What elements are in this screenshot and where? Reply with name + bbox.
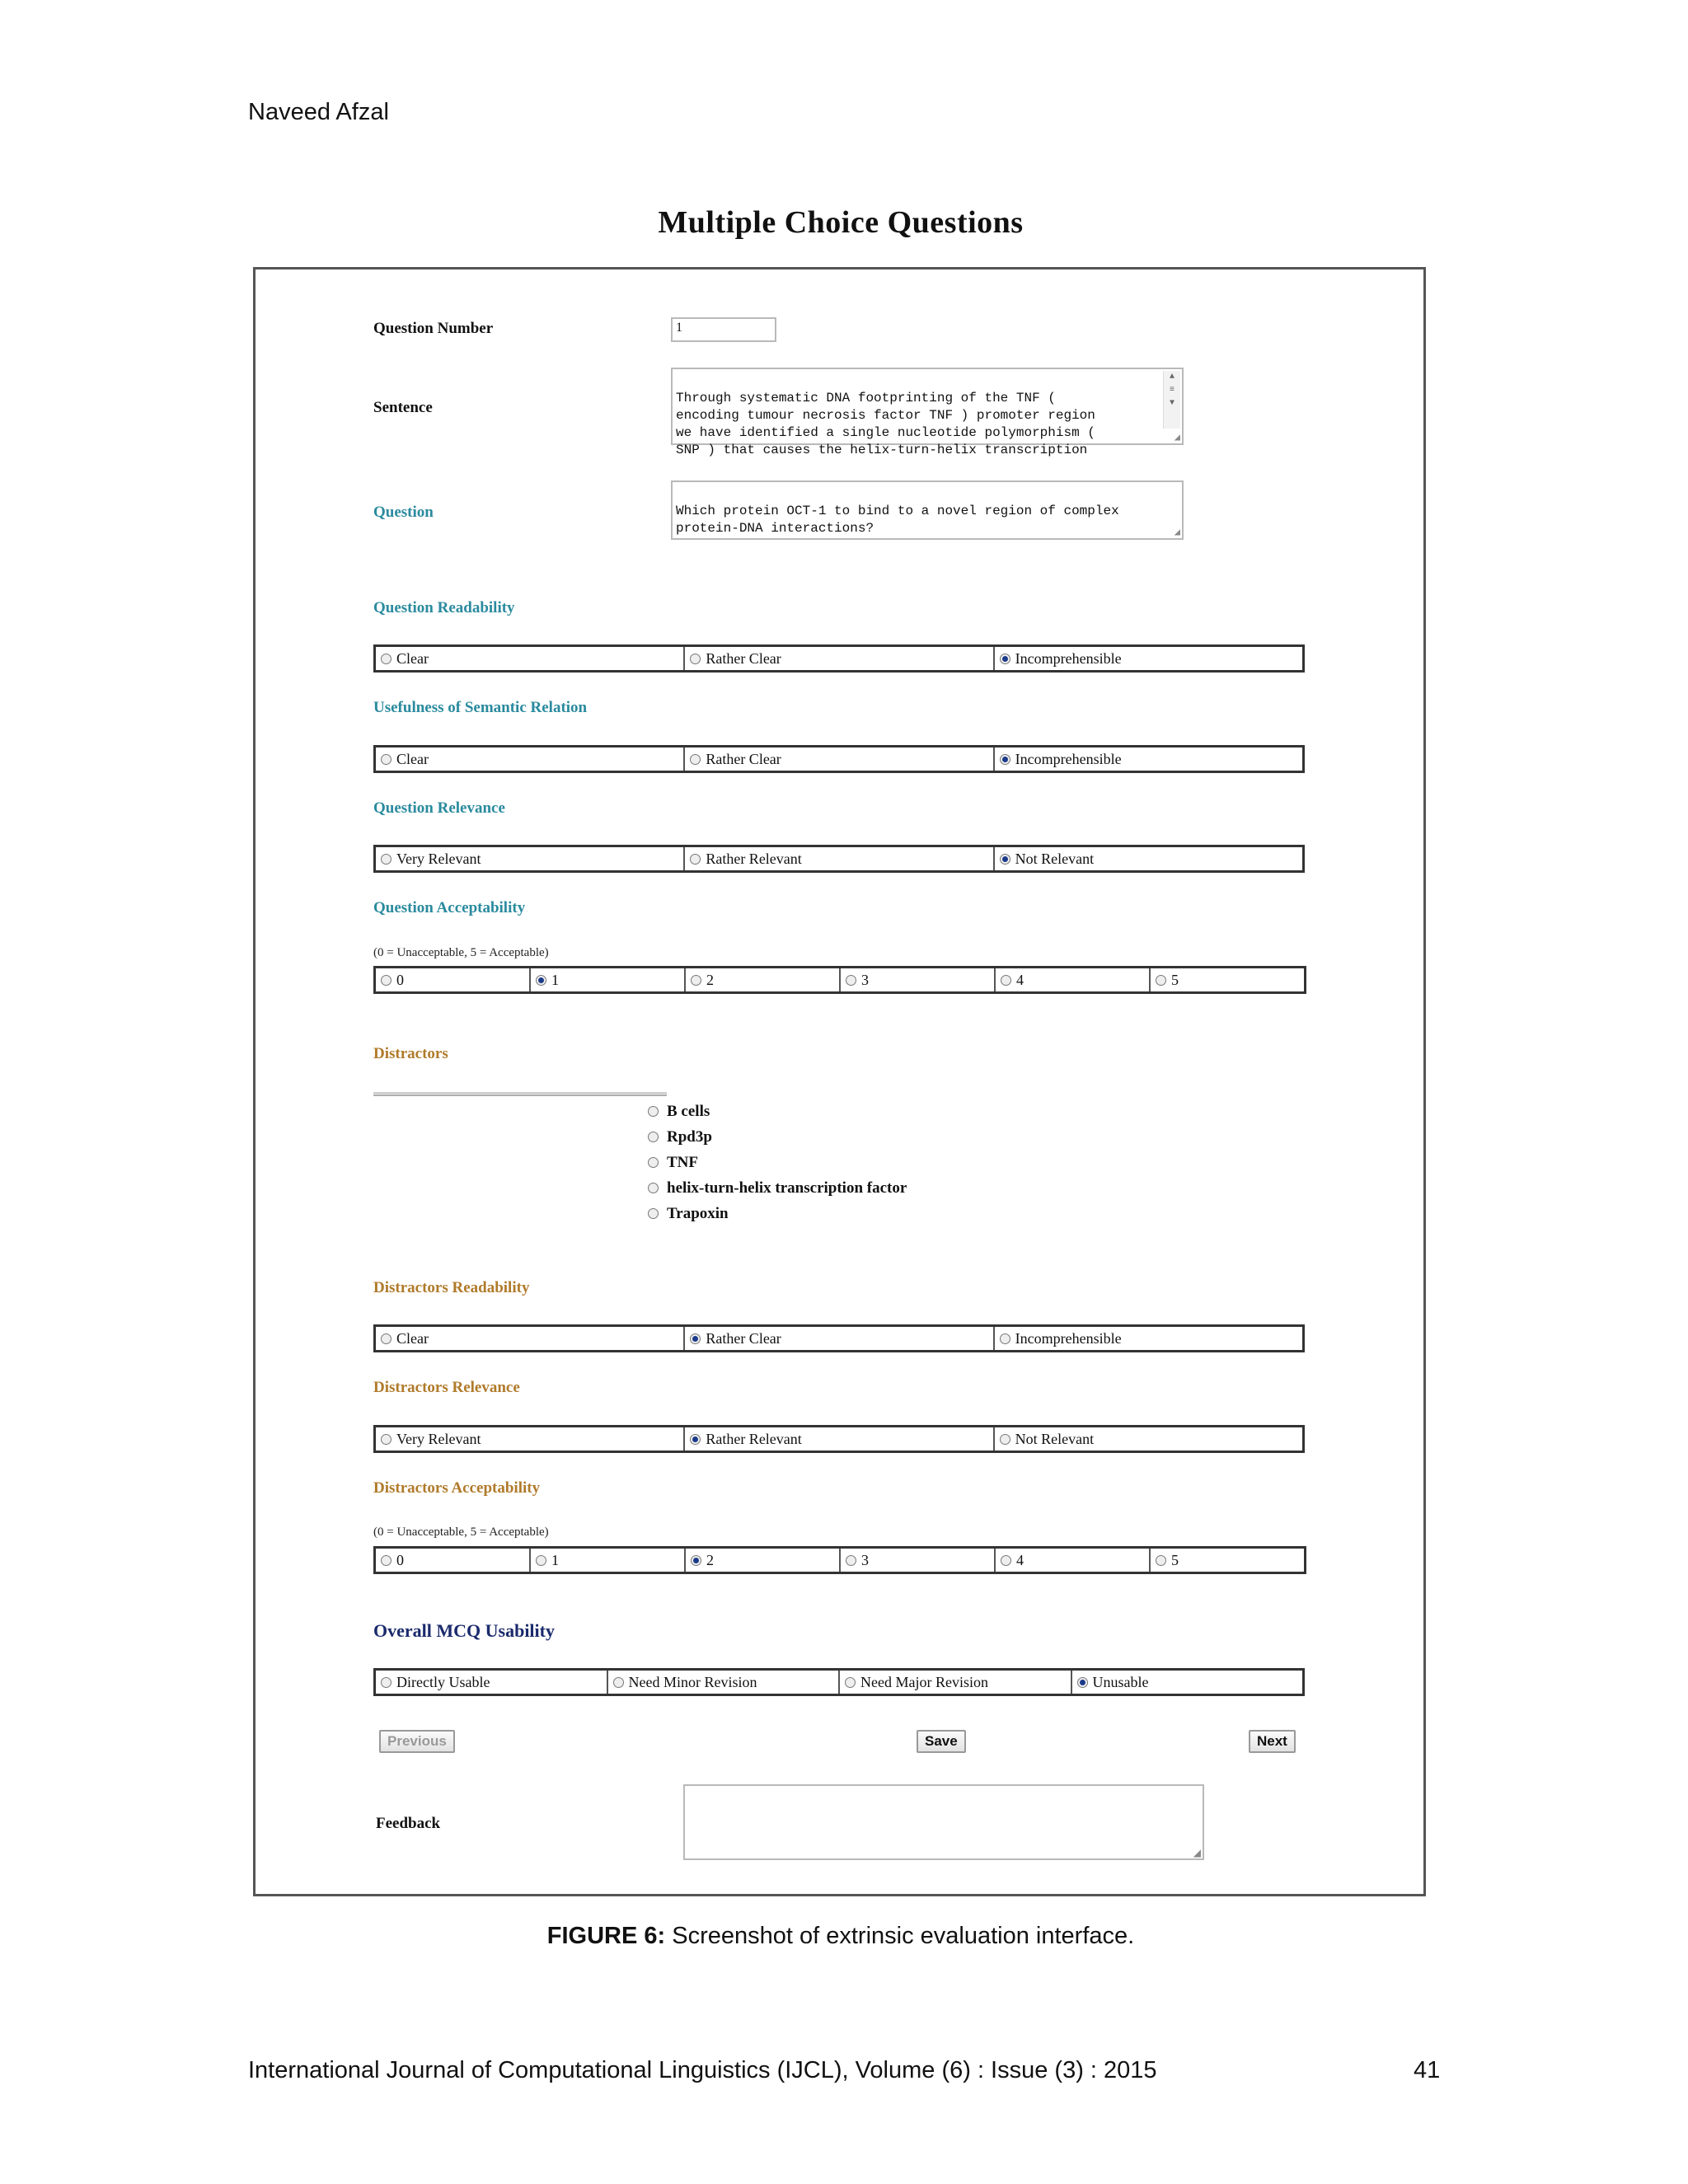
- footer-journal: International Journal of Computational Linguistics (IJCL), Volume (6) : Issue (3) : 2015: [248, 2057, 1157, 2083]
- radio-option-label: Rather Clear: [706, 649, 781, 667]
- running-header-author: Naveed Afzal: [248, 99, 389, 125]
- usefulness-label: Usefulness of Semantic Relation: [373, 699, 588, 716]
- radio-empty-icon[interactable]: [846, 975, 856, 986]
- radio-option[interactable]: [376, 1327, 685, 1350]
- radio-option-label: Rather Clear: [706, 750, 781, 767]
- overall-usability-label: Overall MCQ Usability: [373, 1620, 555, 1641]
- radio-option[interactable]: [685, 847, 994, 870]
- sentence-scrollbar[interactable]: [1163, 371, 1180, 429]
- radio-option-label: Rather Relevant: [706, 1430, 802, 1447]
- radio-option-label: 5: [1171, 971, 1179, 988]
- distractor-label: TNF: [667, 1153, 698, 1171]
- previous-button[interactable]: Previous: [379, 1730, 455, 1753]
- distractors-label: Distractors: [373, 1045, 448, 1062]
- resize-handle-icon[interactable]: ◢: [1174, 432, 1180, 443]
- distractors-separator: [373, 1092, 667, 1096]
- radio-option-label: Directly Usable: [396, 1673, 490, 1690]
- radio-option[interactable]: [996, 968, 1151, 991]
- distractor-option[interactable]: [648, 1175, 907, 1201]
- radio-option-label: Clear: [396, 750, 429, 767]
- radio-empty-icon[interactable]: [1000, 1434, 1010, 1445]
- radio-option[interactable]: [376, 1671, 608, 1694]
- distractor-option[interactable]: [648, 1150, 907, 1175]
- question-acceptability-label: Question Acceptability: [373, 899, 526, 916]
- radio-option-label: Incomprehensible: [1015, 649, 1122, 667]
- radio-empty-icon[interactable]: [691, 975, 701, 986]
- radio-empty-icon[interactable]: [1000, 1333, 1010, 1344]
- radio-empty-icon[interactable]: [613, 1677, 624, 1688]
- radio-option[interactable]: [685, 647, 994, 670]
- radio-option-label: 2: [706, 1551, 714, 1568]
- resize-handle-icon[interactable]: ◢: [1174, 527, 1180, 538]
- feedback-textarea[interactable]: [683, 1784, 1204, 1860]
- radio-empty-icon[interactable]: [381, 654, 392, 664]
- question-readability-label: Question Readability: [373, 599, 515, 616]
- radio-option-label: 4: [1016, 971, 1024, 988]
- radio-option[interactable]: [995, 1427, 1302, 1451]
- radio-option[interactable]: [685, 748, 994, 771]
- resize-handle-icon[interactable]: ◢: [1193, 1847, 1201, 1858]
- radio-option[interactable]: [376, 1427, 685, 1451]
- radio-selected-icon[interactable]: [1000, 654, 1010, 664]
- radio-option-label: 3: [861, 1551, 869, 1568]
- figure-caption: [0, 1923, 1681, 1950]
- radio-option-label: 1: [551, 971, 559, 988]
- sentence-text: Through systematic DNA footprinting of the TNF ( encoding tumour necrosis factor TNF ) promoter region we have identified a single nucleotide polymorphism ( SNP ) that causes the helix-turn-helix transcription: [676, 391, 1095, 457]
- radio-empty-icon[interactable]: [381, 1434, 392, 1445]
- radio-option[interactable]: [995, 1327, 1302, 1350]
- radio-option-label: Need Major Revision: [860, 1673, 988, 1690]
- radio-selected-icon[interactable]: [690, 1434, 701, 1445]
- radio-empty-icon[interactable]: [381, 1677, 392, 1688]
- distractor-label: helix-turn-helix transcription factor: [667, 1179, 907, 1197]
- radio-option[interactable]: [376, 748, 685, 771]
- radio-option[interactable]: [995, 647, 1302, 670]
- radio-empty-icon[interactable]: [381, 1333, 392, 1344]
- radio-option[interactable]: [531, 968, 686, 991]
- figure-caption-text: Screenshot of extrinsic evaluation interface.: [665, 1923, 1135, 1949]
- radio-selected-icon[interactable]: [1000, 854, 1010, 865]
- figure-caption-label: FIGURE 6:: [546, 1923, 666, 1949]
- radio-empty-icon[interactable]: [648, 1183, 659, 1193]
- distractor-label: Rpd3p: [667, 1127, 712, 1146]
- distractors-list: [648, 1099, 907, 1226]
- scroll-up-icon[interactable]: ▲: [1169, 373, 1175, 382]
- radio-option-label: 5: [1171, 1551, 1179, 1568]
- radio-option[interactable]: [995, 847, 1302, 870]
- radio-option[interactable]: [531, 1549, 686, 1572]
- radio-option-label: 3: [861, 971, 869, 988]
- distractors-readability-options: [373, 1324, 1305, 1352]
- radio-empty-icon[interactable]: [1001, 1555, 1011, 1566]
- question-relevance-options: [373, 845, 1305, 873]
- distractors-relevance-options: [373, 1425, 1305, 1453]
- distractor-option[interactable]: [648, 1124, 907, 1150]
- radio-empty-icon[interactable]: [536, 1555, 546, 1566]
- scroll-down-icon[interactable]: ▼: [1169, 399, 1175, 408]
- radio-option[interactable]: [841, 1549, 996, 1572]
- radio-empty-icon[interactable]: [648, 1106, 659, 1117]
- radio-option-label: Not Relevant: [1015, 1430, 1095, 1447]
- radio-empty-icon[interactable]: [648, 1132, 659, 1142]
- question-number-label: Question Number: [373, 320, 494, 337]
- next-button[interactable]: Next: [1249, 1730, 1296, 1753]
- figure-title: Multiple Choice Questions: [658, 205, 1024, 240]
- radio-option[interactable]: [840, 1671, 1072, 1694]
- radio-empty-icon[interactable]: [690, 654, 701, 664]
- radio-selected-icon[interactable]: [1000, 754, 1010, 765]
- question-acceptability-options: [373, 966, 1306, 994]
- radio-empty-icon[interactable]: [690, 754, 701, 765]
- radio-option-label: Incomprehensible: [1015, 750, 1122, 767]
- radio-option-label: Clear: [396, 1329, 429, 1347]
- radio-option[interactable]: [376, 968, 531, 991]
- radio-empty-icon[interactable]: [846, 1555, 856, 1566]
- radio-option[interactable]: [376, 847, 685, 870]
- radio-option[interactable]: [685, 1327, 994, 1350]
- radio-option[interactable]: [995, 748, 1302, 771]
- radio-empty-icon[interactable]: [845, 1677, 856, 1688]
- radio-option[interactable]: [685, 1427, 994, 1451]
- radio-selected-icon[interactable]: [1077, 1677, 1088, 1688]
- question-textarea[interactable]: [671, 480, 1184, 540]
- sentence-label: Sentence: [373, 399, 433, 416]
- radio-option-label: Rather Relevant: [706, 850, 802, 867]
- radio-option-label: Not Relevant: [1015, 850, 1095, 867]
- radio-empty-icon[interactable]: [648, 1157, 659, 1168]
- radio-option-label: Rather Clear: [706, 1329, 781, 1347]
- distractor-label: B cells: [667, 1102, 710, 1120]
- distractors-acceptability-options: [373, 1546, 1306, 1574]
- radio-option[interactable]: [1072, 1671, 1303, 1694]
- radio-empty-icon[interactable]: [1156, 1555, 1166, 1566]
- radio-option-label: Need Minor Revision: [628, 1673, 757, 1690]
- radio-option[interactable]: [686, 1549, 841, 1572]
- question-relevance-label: Question Relevance: [373, 799, 505, 817]
- radio-option-label: Unusable: [1092, 1673, 1149, 1690]
- radio-empty-icon[interactable]: [1156, 975, 1166, 986]
- radio-option-label: Very Relevant: [396, 1430, 481, 1447]
- radio-selected-icon[interactable]: [536, 975, 546, 986]
- radio-empty-icon[interactable]: [690, 854, 701, 865]
- radio-option-label: Clear: [396, 649, 429, 667]
- distractors-readability-label: Distractors Readability: [373, 1279, 530, 1296]
- radio-option-label: 2: [706, 971, 714, 988]
- radio-option[interactable]: [608, 1671, 841, 1694]
- question-acceptability-note: (0 = Unacceptable, 5 = Acceptable): [373, 946, 549, 959]
- radio-option[interactable]: [376, 647, 685, 670]
- distractors-relevance-label: Distractors Relevance: [373, 1379, 520, 1396]
- scroll-thumb-icon[interactable]: ≡: [1169, 386, 1175, 395]
- radio-empty-icon[interactable]: [381, 854, 392, 865]
- radio-selected-icon[interactable]: [690, 1333, 701, 1344]
- usefulness-options: [373, 745, 1305, 773]
- radio-option-label: Incomprehensible: [1015, 1329, 1122, 1347]
- radio-empty-icon[interactable]: [1001, 975, 1011, 986]
- question-readability-options: [373, 644, 1305, 673]
- question-label: Question: [373, 504, 434, 521]
- radio-option[interactable]: [841, 968, 996, 991]
- distractors-acceptability-label: Distractors Acceptability: [373, 1479, 541, 1497]
- radio-empty-icon[interactable]: [381, 754, 392, 765]
- overall-usability-options: [373, 1668, 1305, 1696]
- radio-option[interactable]: [1151, 968, 1304, 991]
- radio-option-label: 1: [551, 1551, 559, 1568]
- distractors-acceptability-note: (0 = Unacceptable, 5 = Acceptable): [373, 1526, 549, 1539]
- radio-selected-icon[interactable]: [691, 1555, 701, 1566]
- radio-option-label: 4: [1016, 1551, 1024, 1568]
- radio-empty-icon[interactable]: [381, 1555, 392, 1566]
- radio-option[interactable]: [686, 968, 841, 991]
- radio-option[interactable]: [1151, 1549, 1304, 1572]
- radio-option-label: Very Relevant: [396, 850, 481, 867]
- sentence-textarea[interactable]: [671, 368, 1184, 457]
- radio-option-label: 0: [396, 1551, 404, 1568]
- question-number-input[interactable]: 1: [671, 317, 776, 342]
- feedback-label: Feedback: [376, 1815, 441, 1832]
- radio-empty-icon[interactable]: [648, 1208, 659, 1219]
- question-text: Which protein OCT-1 to bind to a novel region of complex protein-DNA interactions?: [676, 504, 1119, 536]
- footer-page-number: 41: [1414, 2057, 1441, 2083]
- radio-empty-icon[interactable]: [381, 975, 392, 986]
- save-button[interactable]: Save: [917, 1730, 966, 1753]
- distractor-option[interactable]: [648, 1201, 907, 1226]
- radio-option-label: 0: [396, 971, 404, 988]
- distractor-option[interactable]: [648, 1099, 907, 1124]
- radio-option[interactable]: [996, 1549, 1151, 1572]
- distractor-label: Trapoxin: [667, 1204, 729, 1222]
- radio-option[interactable]: [376, 1549, 531, 1572]
